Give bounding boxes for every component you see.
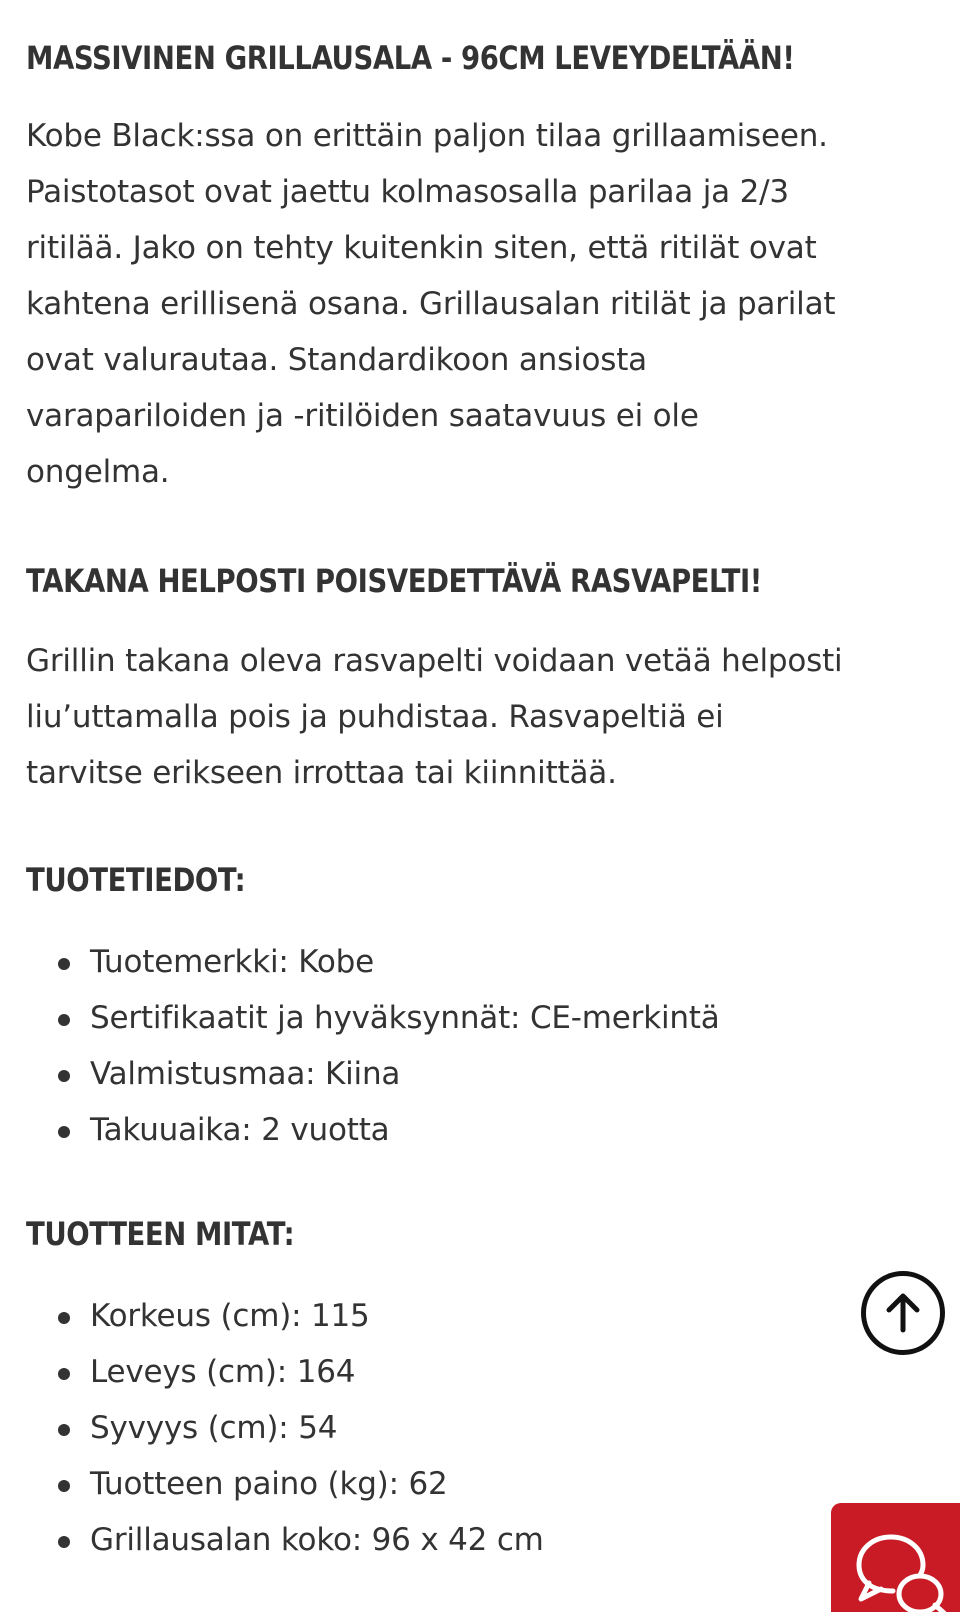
- chat-button[interactable]: [831, 1503, 960, 1612]
- product-info-heading: TUOTETIEDOT:: [26, 861, 246, 899]
- list-item: Korkeus (cm): 115: [26, 1288, 936, 1344]
- list-item: Tuotteen paino (kg): 62: [26, 1456, 936, 1512]
- dimensions-list: [26, 1288, 936, 1568]
- arrow-up-icon: [880, 1290, 926, 1336]
- list-item: Grillausalan koko: 96 x 42 cm: [26, 1512, 936, 1568]
- product-info-list: [26, 934, 936, 1158]
- list-item: Takuuaika: 2 vuotta: [26, 1102, 936, 1158]
- section-text-grilling-area: Kobe Black:ssa on erittäin paljon tilaa grillaamiseen. Paistotasot ovat jaettu kolmasosalla parilaa ja 2/3 ritilää. Jako on tehty kuitenkin siten, että ritilät ovat kahtena erillisenä osana. Grillausalan ritilät ja parilat ovat valurautaa. Standardikoon ansiosta varapariloiden ja -ritilöiden saatavuus ei ole ongelma.: [26, 118, 836, 490]
- list-item: Sertifikaatit ja hyväksynnät: CE-merkintä: [26, 990, 936, 1046]
- list-item: Tuotemerkki: Kobe: [26, 934, 936, 990]
- dimensions-heading: TUOTTEEN MITAT:: [26, 1215, 295, 1253]
- section-text-grease-tray: Grillin takana oleva rasvapelti voidaan vetää helposti liu’uttamalla pois ja puhdistaa. Rasvapeltiä ei tarvitse erikseen irrottaa tai kiinnittää.: [26, 643, 843, 791]
- section-heading-grease-tray: TAKANA HELPOSTI POISVEDETTÄVÄ RASVAPELTI!: [26, 562, 762, 600]
- list-item: Valmistusmaa: Kiina: [26, 1046, 936, 1102]
- list-item: Leveys (cm): 164: [26, 1344, 936, 1400]
- chat-bubbles-icon: [831, 1503, 960, 1612]
- list-item: Syvyys (cm): 54: [26, 1400, 936, 1456]
- scroll-to-top-button[interactable]: [861, 1271, 945, 1355]
- section-heading-grilling-area: MASSIVINEN GRILLAUSALA - 96CM LEVEYDELTÄÄN!: [26, 39, 795, 77]
